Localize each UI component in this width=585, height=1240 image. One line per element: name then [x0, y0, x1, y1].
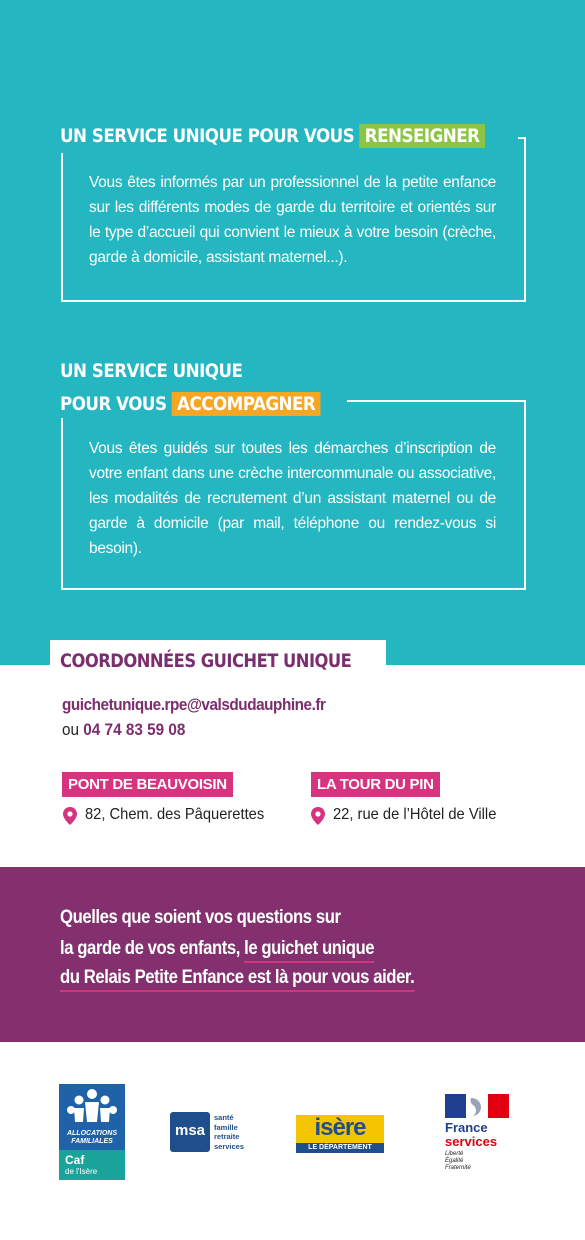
- section2-heading-highlight: ACCOMPAGNER: [172, 392, 321, 416]
- section2-heading-prefix: POUR VOUS: [60, 393, 167, 415]
- section2-heading-line1: UN SERVICE UNIQUE: [60, 360, 243, 382]
- isere-name: isère: [314, 1114, 366, 1141]
- caf-line3: Caf: [65, 1153, 85, 1167]
- message-line2-a: la garde de vos enfants,: [60, 938, 245, 959]
- msa-line: retraite: [214, 1132, 240, 1141]
- section1-heading-highlight: RENSEIGNER: [359, 124, 484, 148]
- contact-email[interactable]: guichetunique.rpe@valsdudauphine.fr: [62, 695, 326, 714]
- motto-line: Liberté: [445, 1151, 464, 1157]
- isere-name-box: [296, 1115, 384, 1143]
- section2-body: Vous êtes guidés sur toutes les démarches d’inscription de votre enfant dans une crèche intercommunale ou associative, les modalités de recrutement d’un assistant maternel ou de garde à domicile (par mail, téléphone ou rendez-vous si besoin).: [89, 440, 496, 557]
- address-pont: 82, Chem. des Pâquerettes: [85, 806, 265, 823]
- msa-logo: [170, 1112, 252, 1152]
- france-services-motto: [445, 1151, 471, 1172]
- msa-line: famille: [214, 1122, 238, 1132]
- msa-line: santé: [214, 1113, 234, 1122]
- isere-logo: [296, 1115, 384, 1153]
- marianne-icon: [445, 1094, 509, 1118]
- france-services-line1: France: [445, 1120, 488, 1135]
- caf-logo-top: [59, 1084, 125, 1150]
- france-services-line2: services: [445, 1134, 498, 1149]
- city-badge-tour: LA TOUR DU PIN: [311, 772, 440, 797]
- message-line3: [60, 967, 414, 989]
- section1-heading: [60, 125, 485, 147]
- caf-line1: ALLOCATIONS: [66, 1130, 118, 1137]
- section1-heading-prefix: UN SERVICE UNIQUE POUR VOUS: [60, 125, 355, 147]
- msa-mark-text: msa: [174, 1122, 206, 1139]
- message-line2: [60, 938, 374, 960]
- contact-phone[interactable]: 04 74 83 59 08: [83, 720, 186, 739]
- city-badge-pont: PONT DE BEAUVOISIN: [62, 772, 233, 797]
- caf-logo-bottom: [59, 1150, 125, 1180]
- isere-sub: LE DÉPARTEMENT: [296, 1143, 384, 1153]
- address-tour: 22, rue de l’Hôtel de Ville: [333, 806, 497, 823]
- msa-line: services: [214, 1141, 245, 1151]
- contact-or: ou: [62, 720, 80, 739]
- message-line2-b: le guichet unique: [244, 938, 374, 963]
- section2-heading-line2: [60, 393, 321, 415]
- message-line1: Quelles que soient vos questions sur: [60, 907, 341, 928]
- msa-mark: [170, 1112, 210, 1152]
- location-pin-icon: [311, 807, 325, 825]
- contact-title: COORDONNÉES GUICHET UNIQUE: [60, 650, 352, 672]
- caf-line4: de l'Isère: [65, 1167, 98, 1176]
- caf-line2: FAMILIALES: [71, 1138, 113, 1145]
- motto-line: Égalité: [445, 1158, 464, 1164]
- msa-lines: [214, 1113, 244, 1151]
- caf-logo: [59, 1084, 125, 1180]
- location-pin-icon: [63, 807, 77, 825]
- motto-line: Fraternité: [445, 1165, 471, 1171]
- message-line3-text: du Relais Petite Enfance est là pour vous aider.: [60, 967, 414, 992]
- section1-body: Vous êtes informés par un professionnel de la petite enfance sur les différents modes de garde du territoire et orientés sur le type d’accueil qui convient le mieux à votre besoin (crèche, garde à domicile, assistant maternel...).: [89, 174, 496, 266]
- france-services-logo: [445, 1094, 511, 1176]
- caf-family-icon: [59, 1086, 125, 1130]
- contact-phone-line: [62, 720, 185, 740]
